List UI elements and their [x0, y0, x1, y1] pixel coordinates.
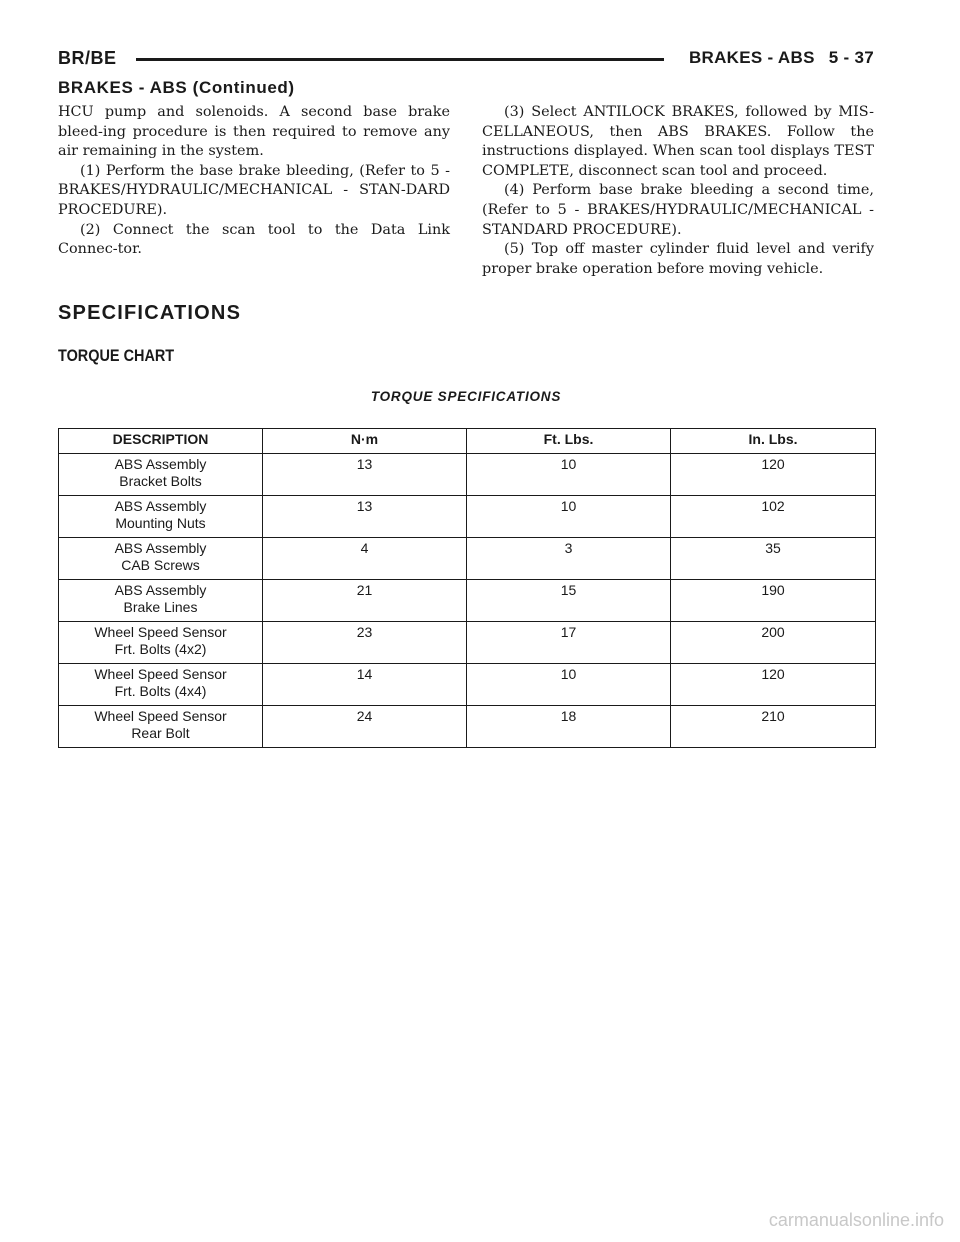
step-5: (5) Top off master cylinder fluid level and verify proper brake operation before moving vehicle.: [482, 241, 874, 277]
cell-inlbs: 35: [671, 538, 876, 580]
table-row: [59, 664, 876, 706]
cell-ftlbs: 17: [467, 622, 671, 664]
cell-nm: 13: [263, 496, 467, 538]
cell-ftlbs: 10: [467, 496, 671, 538]
table-caption: TORQUE SPECIFICATIONS: [370, 389, 562, 404]
cell-description: Wheel Speed Sensor Rear Bolt: [59, 706, 263, 748]
table-row: [59, 580, 876, 622]
cell-nm: 23: [263, 622, 467, 664]
section-and-page: [689, 48, 874, 68]
site-watermark: carmanualsonline.info: [768, 1210, 944, 1230]
cell-inlbs: 190: [671, 580, 876, 622]
page-number: 5 - 37: [828, 48, 874, 67]
cell-ftlbs: 10: [467, 454, 671, 496]
cell-inlbs: 120: [671, 454, 876, 496]
cell-ftlbs: 18: [467, 706, 671, 748]
cell-nm: 4: [263, 538, 467, 580]
cell-inlbs: 120: [671, 664, 876, 706]
table-row: [59, 622, 876, 664]
right-column: [482, 103, 874, 279]
cell-ftlbs: 10: [467, 664, 671, 706]
cell-ftlbs: 3: [467, 538, 671, 580]
step-4: (4) Perform base brake bleeding a second time, (Refer to 5 - BRAKES/HYDRAULIC/MECHANICAL - STANDARD PROCEDURE).: [482, 182, 874, 238]
table-row: [59, 454, 876, 496]
specifications-heading: SPECIFICATIONS: [58, 302, 242, 324]
cell-description: Wheel Speed Sensor Frt. Bolts (4x2): [59, 622, 263, 664]
left-column: [58, 103, 450, 260]
cell-nm: 21: [263, 580, 467, 622]
cell-description: ABS Assembly Bracket Bolts: [59, 454, 263, 496]
table-row: [59, 496, 876, 538]
torque-spec-table: [58, 428, 876, 748]
table-row: [59, 706, 876, 748]
cell-inlbs: 102: [671, 496, 876, 538]
cell-nm: 24: [263, 706, 467, 748]
cell-inlbs: 200: [671, 622, 876, 664]
step-3: (3) Select ANTILOCK BRAKES, followed by MIS-CELLANEOUS, then ABS BRAKES. Follow the instructions displayed. When scan tool displays TEST COMPLETE, disconnect scan tool and proceed.: [482, 104, 874, 179]
cell-description: ABS Assembly Brake Lines: [59, 580, 263, 622]
cell-inlbs: 210: [671, 706, 876, 748]
page-header: [58, 42, 874, 76]
step-1: (1) Perform the base brake bleeding, (Refer to 5 - BRAKES/HYDRAULIC/MECHANICAL - STAN-DARD PROCEDURE).: [58, 162, 450, 218]
cell-description: ABS Assembly CAB Screws: [59, 538, 263, 580]
col-header-inlbs: In. Lbs.: [671, 429, 876, 454]
cell-nm: 14: [263, 664, 467, 706]
col-header-nm: N·m: [263, 429, 467, 454]
cell-nm: 13: [263, 454, 467, 496]
cell-ftlbs: 15: [467, 580, 671, 622]
header-rule: [136, 58, 664, 61]
col-header-description: DESCRIPTION: [59, 429, 263, 454]
continued-heading: BRAKES - ABS (Continued): [58, 78, 295, 97]
paragraph: HCU pump and solenoids. A second base brake bleed-ing procedure is then required to remove any air remaining in the system.: [58, 104, 450, 160]
table-row: [59, 538, 876, 580]
cell-description: Wheel Speed Sensor Frt. Bolts (4x4): [59, 664, 263, 706]
step-2: (2) Connect the scan tool to the Data Link Connec-tor.: [58, 221, 450, 258]
model-code: BR/BE: [58, 48, 117, 68]
cell-description: ABS Assembly Mounting Nuts: [59, 496, 263, 538]
torque-chart-heading: TORQUE CHART: [58, 346, 175, 365]
section-title: BRAKES - ABS: [688, 48, 815, 67]
table-header-row: [59, 429, 876, 454]
col-header-ftlbs: Ft. Lbs.: [467, 429, 671, 454]
